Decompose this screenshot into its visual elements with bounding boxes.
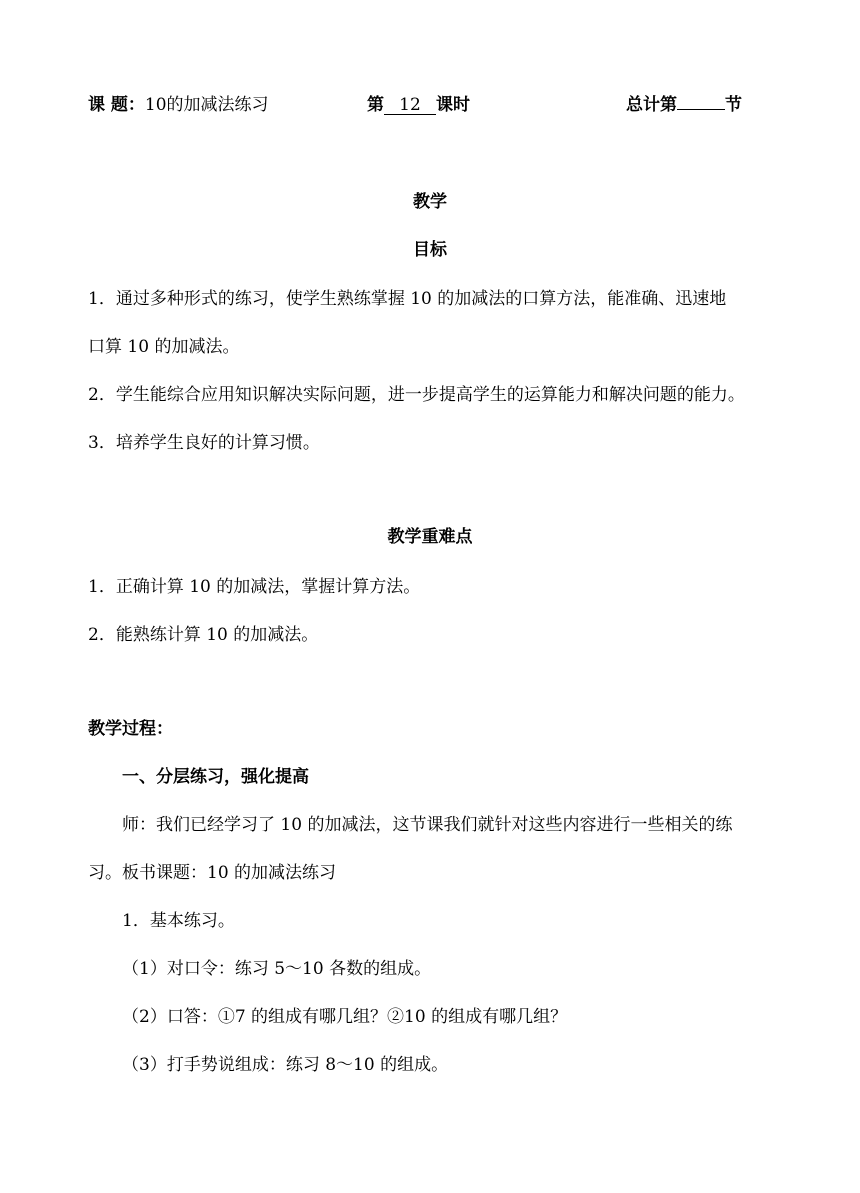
step-1: 1．基本练习。 [122, 911, 235, 931]
topic-label: 课 题： [88, 95, 145, 115]
process-heading: 教学过程： [88, 719, 173, 739]
lesson-number: 12 [384, 96, 436, 115]
sub-item-1: （1）对口令：练习 5～10 各数的组成。 [122, 959, 432, 979]
teacher-line-1: 师：我们已经学习了 10 的加减法，这节课我们就针对这些内容进行一些相关的练 [122, 815, 733, 835]
total-number [677, 109, 725, 110]
lesson-prefix: 第 [367, 95, 384, 115]
lesson-suffix: 课时 [436, 95, 470, 115]
key-point-item-2: 2．能熟练计算 10 的加减法。 [88, 625, 319, 645]
section1-heading: 一、分层练习，强化提高 [122, 767, 309, 787]
teacher-line-2: 习。板书课题：10 的加减法练习 [88, 863, 337, 883]
topic-value: 10的加减法练习 [144, 95, 269, 115]
total-suffix: 节 [725, 95, 742, 115]
lesson-number-line [367, 90, 470, 115]
key-point-item-1: 1．正确计算 10 的加减法，掌握计算方法。 [88, 577, 421, 597]
key-points-heading: 教学重难点 [387, 527, 473, 547]
sub-item-3: （3）打手势说组成：练习 8～10 的组成。 [122, 1055, 449, 1075]
total-prefix: 总计第 [626, 95, 677, 115]
objective-item-1-line1: 1．通过多种形式的练习，使学生熟练掌握 10 的加减法的口算方法，能准确、迅速地 [88, 289, 727, 309]
objective-item-1-line2: 口算 10 的加减法。 [88, 337, 240, 357]
topic-line [88, 90, 269, 115]
objectives-heading-line1: 教学 [413, 192, 447, 212]
objective-item-3: 3．培养学生良好的计算习惯。 [88, 433, 320, 453]
objective-item-2: 2．学生能综合应用知识解决实际问题，进一步提高学生的运算能力和解决问题的能力。 [88, 385, 745, 405]
objectives-heading-line2: 目标 [413, 240, 447, 260]
sub-item-2: （2）口答：①7 的组成有哪几组？②10 的组成有哪几组？ [122, 1007, 568, 1027]
total-count-line [626, 90, 742, 115]
